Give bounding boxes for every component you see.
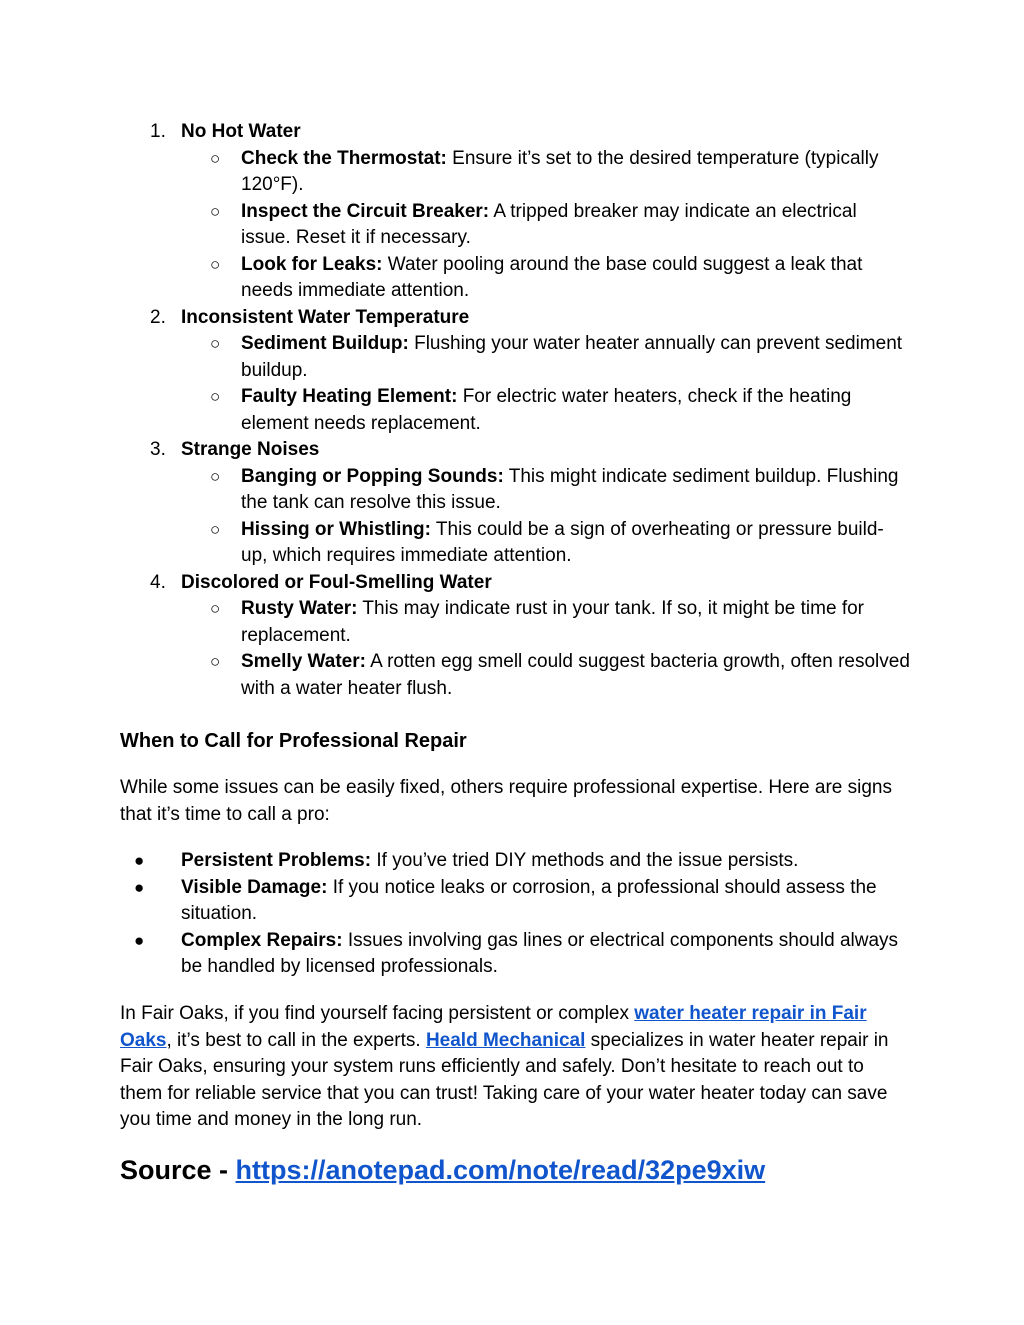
issue-number: 1. [150,121,166,142]
sign-label: Complex Repairs: [181,929,343,951]
issue-item-2 [120,305,910,438]
circle-bullet-icon: ○ [210,334,221,353]
issue-subitems [120,331,910,437]
circle-bullet-icon: ○ [210,148,221,168]
issue-subitems [120,464,910,570]
item-label: Banging or Popping Sounds: [241,465,504,487]
list-item [120,875,910,928]
closing-text: In Fair Oaks, if you find yourself facing persistent or complex [120,1003,635,1024]
circle-bullet-icon: ○ [210,519,221,539]
issue-title: Inconsistent Water Temperature [181,306,470,328]
bullet-icon: ● [134,877,145,897]
issue-item-3 [120,437,910,570]
circle-bullet-icon: ○ [210,466,221,486]
issue-title: Discolored or Foul-Smelling Water [181,571,492,593]
circle-bullet-icon: ○ [210,599,221,618]
list-item [120,464,910,517]
source-label: Source - [120,1155,236,1185]
list-item [120,384,910,437]
circle-bullet-icon: ○ [210,652,221,671]
item-text: A rotten egg smell could suggest bacteria growth, often resolved with a water heater flush. [241,651,910,699]
issue-title: Strange Noises [181,439,320,460]
sign-label: Persistent Problems: [181,850,372,871]
section-heading: When to Call for Professional Repair [120,730,467,752]
item-label: Rusty Water: [241,598,358,619]
list-item [120,848,910,875]
issue-number: 2. [150,306,166,328]
item-text: Flushing your water heater annually can prevent sediment buildup. [241,333,903,381]
list-item [120,649,910,702]
water-heater-repair-link[interactable]: water heater repair in Fair Oaks [120,1003,867,1051]
list-item [120,252,910,305]
list-item [120,146,910,199]
circle-bullet-icon: ○ [210,254,221,274]
list-item [120,596,910,649]
sign-text: If you notice leaks or corrosion, a professional should assess the situation. [181,876,877,924]
sign-label: Visible Damage: [181,876,328,898]
item-label: Check the Thermostat: [241,147,447,169]
item-text: Water pooling around the base could suggest a leak that needs immediate attention. [241,253,863,301]
issue-subitems [120,146,910,305]
list-item [120,928,910,981]
issue-number: 4. [150,571,166,593]
issue-number: 3. [150,439,166,460]
circle-bullet-icon: ○ [210,201,221,221]
item-text: This may indicate rust in your tank. If so, it might be time for replacement. [241,598,864,646]
item-label: Sediment Buildup: [241,333,409,354]
circle-bullet-icon: ○ [210,387,221,406]
item-text: This could be a sign of overheating or pressure build-up, which requires immediate attention. [241,518,884,566]
item-text: Ensure it’s set to the desired temperature (typically 120°F). [241,147,879,195]
source-line [120,1150,765,1190]
item-label: Inspect the Circuit Breaker: [241,200,490,222]
issue-item-4 [120,570,910,703]
sign-text: If you’ve tried DIY methods and the issue persists. [371,850,799,871]
signs-list [120,848,910,981]
bullet-icon: ● [134,851,145,870]
sign-text: Issues involving gas lines or electrical components should always be handled by licensed professionals. [181,929,899,977]
bullet-icon: ● [134,930,145,950]
source-link[interactable]: https://anotepad.com/note/read/32pe9xiw [235,1155,766,1185]
item-text: This might indicate sediment buildup. Flushing the tank can resolve this issue. [241,465,899,513]
closing-paragraph [120,1001,910,1134]
list-item [120,199,910,252]
list-item [120,331,910,384]
item-text: For electric water heaters, check if the heating element needs replacement. [241,386,852,434]
heald-mechanical-link[interactable]: Heald Mechanical [425,1029,586,1051]
closing-text: , it’s best to call in the experts. [166,1029,426,1051]
closing-text: specializes in water heater repair in Fair Oaks, ensuring your system runs efficiently and safely. Don’t hesitate to reach out to them for reliable service that you can trust! Taking care of your water heater today can save you time and money in the long run. [120,1029,889,1130]
list-item [120,517,910,570]
item-text: A tripped breaker may indicate an electrical issue. Reset it if necessary. [241,200,857,248]
item-label: Smelly Water: [241,651,366,672]
item-label: Look for Leaks: [241,253,383,275]
intro-paragraph: While some issues can be easily fixed, others require professional expertise. Here are signs that it’s time to call a pro: [120,777,892,825]
issues-list [120,119,910,702]
issue-title: No Hot Water [181,121,301,142]
item-label: Hissing or Whistling: [241,518,431,540]
issue-item-1 [120,119,910,305]
issue-subitems [120,596,910,702]
item-label: Faulty Heating Element: [241,386,458,407]
